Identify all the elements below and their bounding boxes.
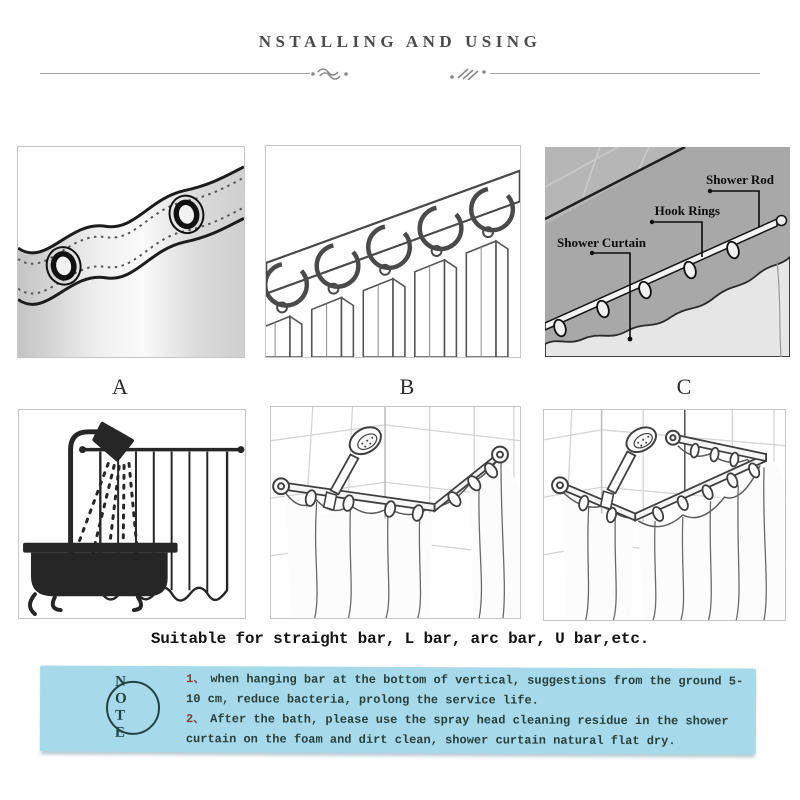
panel-c-labeled-photo [545, 147, 790, 357]
panel-label-b: B [399, 374, 415, 399]
panel-label-c: C [676, 374, 692, 399]
shower-rod-label: Shower Rod [705, 172, 774, 187]
note-badge [106, 673, 160, 741]
divider [40, 66, 760, 80]
u-bar-illustration [544, 410, 785, 620]
grommet-closeup-illustration [18, 147, 244, 357]
panel-b-hook-rings [265, 145, 521, 358]
panel-a-grommet-closeup [17, 146, 245, 358]
note-item-1 [186, 669, 744, 711]
note-box [40, 665, 756, 754]
note-item-2 [186, 709, 744, 751]
l-bar-illustration [271, 407, 520, 618]
note-text [186, 669, 744, 751]
divider-line-right [490, 73, 760, 74]
divider-line-left [40, 73, 310, 74]
squiggle-ornament-icon [310, 66, 356, 80]
note-item-2-number: 2、 [185, 712, 206, 727]
note-item-1-number: 1、 [186, 672, 206, 687]
note-item-2-text: After the bath, please use the spray head cleaning residue in the shower curtain on the foam and dirt clean, shower curtain natural flat dry. [185, 712, 729, 749]
hook-rings-illustration [266, 146, 520, 357]
panel-straight-bar-bathtub [18, 409, 246, 619]
shower-curtain-label: Shower Curtain [557, 235, 646, 250]
bathtub-silhouette [23, 543, 178, 596]
curtain-fill-front [285, 494, 433, 618]
panel-label-a: A [112, 374, 128, 399]
bathtub-feet [30, 594, 141, 614]
page-title: NSTALLING AND USING [258, 32, 542, 51]
panel-l-bar-installation [270, 406, 521, 619]
slash-ornament-icon [444, 66, 490, 80]
labeled-rod-photo-illustration [545, 147, 790, 357]
note-item-1-text: when hanging bar at the bottom of vertical, suggestions from the ground 5-10 cm, reduce bacteria, prolong the service life. [186, 672, 744, 708]
suitability-caption: Suitable for straight bar, L bar, arc bar, U bar,etc. [150, 630, 650, 648]
note-badge-line2: T E [114, 707, 132, 741]
rod-segment-back [673, 434, 766, 461]
bathtub-shower-pictogram [19, 410, 245, 618]
hook-rings-label: Hook Rings [654, 203, 720, 218]
rod-finial-ball [777, 216, 787, 226]
note-badge-line1: N O [115, 673, 134, 707]
handheld-shower-icon [601, 422, 661, 509]
panel-u-bar-installation [543, 409, 786, 621]
